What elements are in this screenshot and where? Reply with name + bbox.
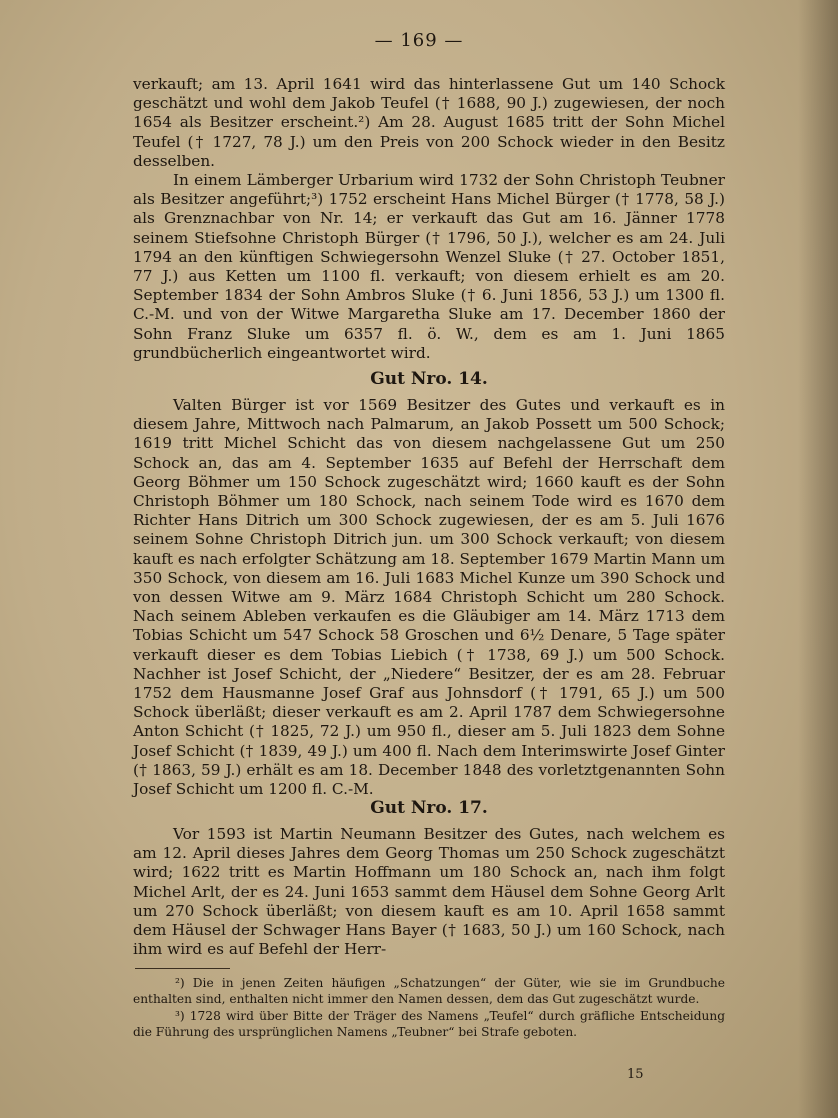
page-edge-shadow: [798, 0, 838, 1118]
paragraph: Vor 1593 ist Martin Neumann Besitzer des Gutes, nach welchem es am 12. April dieses Jahres dem Georg Thomas um 250 Schock zugeschätzt wird; 1622 tritt es Martin Hoffmann um 180 Schock an, nach ihm folgt Michel Arlt, der es 24. Juni 1653 sammt dem Häusel dem Sohne Georg Arlt um 270 Schock überläßt; von diesem kauft es am 10. April 1658 sammt dem Häusel der Schwager Hans Bayer († 1683, 50 J.) um 160 Schock, nach ihm wird es auf Befehl der Herr-: [133, 825, 725, 959]
section-gut-14: [133, 396, 725, 799]
footnote: ²) Die in jenen Zeiten häufigen „Schatzungen“ der Güter, wie sie im Grundbuche enthalten sind, enthalten nicht immer den Namen dessen, dem das Gut zugeschätzt wurde.: [133, 976, 725, 1007]
paragraph: verkauft; am 13. April 1641 wird das hinterlassene Gut um 140 Schock geschätzt und wohl dem Jakob Teufel († 1688, 90 J.) zugewiesen, der noch 1654 als Besitzer erscheint.²) Am 28. August 1685 tritt der Sohn Michel Teufel († 1727, 78 J.) um den Preis von 200 Schock wieder in den Besitz desselben.: [133, 75, 725, 170]
paragraph: Valten Bürger ist vor 1569 Besitzer des Gutes und verkauft es in diesem Jahre, Mittwoch nach Palmarum, an Jakob Possett um 500 Schock; 1619 tritt Michel Schicht das von diesem nachgelassene Gut um 250 Schock an, das am 4. September 1635 auf Befehl der Herrschaft dem Georg Böhmer um 150 Schock zugeschätzt wird; 1660 kauft es der Sohn Christoph Böhmer um 180 Schock, nach seinem Tode wird es 1670 dem Richter Hans Ditrich um 300 Schock zugewiesen, der es am 5. Juli 1676 seinem Sohne Christoph Ditrich jun. um 300 Schock verkauft; von diesem kauft es nach erfolgter Schätzung am 18. September 1679 Martin Mann um 350 Schock, von diesem am 16. Juli 1683 Michel Kunze um 390 Schock und von dessen Witwe am 9. März 1684 Christoph Schicht um 280 Schock. Nach seinem Ableben verkaufen es die Gläubiger am 14. März 1713 dem Tobias Schicht um 547 Schock 58 Groschen und 6½ Denare, 5 Tage später verkauft dieser es dem Tobias Liebich († 1738, 69 J.) um 500 Schock. Nachher ist Josef Schicht, der „Niedere“ Besitzer, der es am 28. Februar 1752 dem Hausmanne Josef Graf aus Johnsdorf († 1791, 65 J.) um 500 Schock überläßt; dieser verkauft es am 2. April 1787 dem Schwiegersohne Anton Schicht († 1825, 72 J.) um 950 fl., dieser am 5. Juli 1823 dem Sohne Josef Schicht († 1839, 49 J.) um 400 fl. Nach dem Interimswirte Josef Ginter († 1863, 59 J.) erhält es am 18. December 1848 des vorletztgenannten Sohn Josef Schicht um 1200 fl. C.-M.: [133, 396, 725, 799]
heading-gut-14: Gut Nro. 14.: [370, 369, 488, 389]
section-gut-17: [133, 825, 725, 959]
page-number: — 169 —: [374, 30, 464, 51]
footnote: ³) 1728 wird über Bitte der Träger des Namens „Teufel“ durch gräfliche Entscheidung die Führung des ursprünglichen Namens „Teubner“ bei Strafe geboten.: [133, 1008, 725, 1040]
footnote-divider: [135, 968, 230, 969]
footnotes: [133, 975, 725, 1041]
section-continuation: [133, 75, 725, 363]
heading-gut-17: Gut Nro. 17.: [370, 798, 488, 818]
paragraph: In einem Lämberger Urbarium wird 1732 der Sohn Christoph Teubner als Besitzer angeführt;³) 1752 erscheint Hans Michel Bürger († 1778, 58 J.) als Grenznachbar von Nr. 14; er verkauft das Gut am 16. Jänner 1778 seinem Stiefsohne Christoph Bürger († 1796, 50 J.), welcher es am 24. Juli 1794 an den künftigen Schwiegersohn Wenzel Sluke († 27. October 1851, 77 J.) aus Ketten um 1100 fl. verkauft; von diesem erhielt es am 20. September 1834 der Sohn Ambros Sluke († 6. Juni 1856, 53 J.) um 1300 fl. C.-M. und von der Witwe Margaretha Sluke am 17. December 1860 der Sohn Franz Sluke um 6357 fl. ö. W., dem es am 1. Juni 1865 grundbücherlich eingeantwortet wird.: [133, 171, 725, 362]
printer-signature: 15: [627, 1067, 644, 1082]
